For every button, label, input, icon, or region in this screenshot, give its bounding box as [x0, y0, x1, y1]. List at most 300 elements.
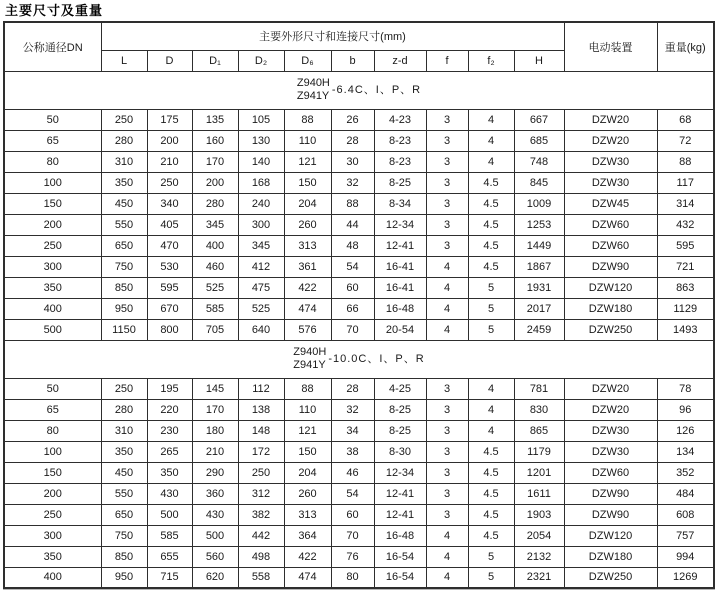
- value-cell: 550: [101, 483, 147, 504]
- value-cell: 500: [147, 504, 192, 525]
- value-cell: 432: [657, 214, 714, 235]
- value-cell: DZW90: [564, 256, 657, 277]
- value-cell: 382: [238, 504, 284, 525]
- value-cell: 3: [426, 441, 468, 462]
- value-cell: 8-30: [374, 441, 426, 462]
- value-cell: 54: [331, 483, 374, 504]
- header-dim-10: H: [514, 50, 564, 71]
- value-cell: 430: [192, 504, 238, 525]
- value-cell: 220: [147, 399, 192, 420]
- dn-cell: 200: [4, 483, 101, 504]
- value-cell: 3: [426, 462, 468, 483]
- value-cell: 250: [101, 378, 147, 399]
- table-row: [4, 130, 714, 151]
- value-cell: 4: [426, 525, 468, 546]
- value-cell: 8-25: [374, 399, 426, 420]
- value-cell: 350: [147, 462, 192, 483]
- dn-cell: 200: [4, 214, 101, 235]
- value-cell: 195: [147, 378, 192, 399]
- value-cell: 5: [468, 567, 514, 588]
- value-cell: 44: [331, 214, 374, 235]
- value-cell: 400: [192, 235, 238, 256]
- value-cell: 46: [331, 462, 374, 483]
- dn-cell: 80: [4, 420, 101, 441]
- value-cell: 3: [426, 172, 468, 193]
- value-cell: 4: [426, 546, 468, 567]
- header-dim-8: f: [426, 50, 468, 71]
- value-cell: 8-23: [374, 151, 426, 172]
- value-cell: 470: [147, 235, 192, 256]
- section-model-header: [4, 340, 714, 378]
- header-electric-actuator: 电动装置: [564, 22, 657, 71]
- table-row: [4, 109, 714, 130]
- value-cell: 1931: [514, 277, 564, 298]
- table-row: [4, 546, 714, 567]
- value-cell: 210: [147, 151, 192, 172]
- value-cell: 525: [192, 277, 238, 298]
- value-cell: 3: [426, 151, 468, 172]
- value-cell: 360: [192, 483, 238, 504]
- model-codes: [293, 346, 326, 371]
- value-cell: 260: [284, 483, 331, 504]
- value-cell: 1867: [514, 256, 564, 277]
- value-cell: 863: [657, 277, 714, 298]
- value-cell: 12-34: [374, 214, 426, 235]
- dn-cell: 300: [4, 256, 101, 277]
- dn-cell: 50: [4, 109, 101, 130]
- section-model-header: [4, 71, 714, 109]
- value-cell: 430: [147, 483, 192, 504]
- model-code-top: Z940H: [293, 346, 327, 359]
- header-dim-5: D₆: [284, 50, 331, 71]
- table-row: [4, 277, 714, 298]
- value-cell: 70: [331, 319, 374, 340]
- value-cell: 750: [101, 256, 147, 277]
- value-cell: 70: [331, 525, 374, 546]
- value-cell: 620: [192, 567, 238, 588]
- value-cell: DZW180: [564, 546, 657, 567]
- value-cell: 240: [238, 193, 284, 214]
- value-cell: 110: [284, 399, 331, 420]
- value-cell: 558: [238, 567, 284, 588]
- dn-cell: 65: [4, 130, 101, 151]
- value-cell: 667: [514, 109, 564, 130]
- value-cell: 4.5: [468, 214, 514, 235]
- value-cell: 705: [192, 319, 238, 340]
- header-dim-2: D: [147, 50, 192, 71]
- value-cell: 560: [192, 546, 238, 567]
- value-cell: 498: [238, 546, 284, 567]
- value-cell: 422: [284, 277, 331, 298]
- value-cell: 4.5: [468, 172, 514, 193]
- dn-cell: 300: [4, 525, 101, 546]
- value-cell: 3: [426, 193, 468, 214]
- value-cell: 28: [331, 378, 374, 399]
- dn-cell: 250: [4, 235, 101, 256]
- value-cell: 314: [657, 193, 714, 214]
- value-cell: 640: [238, 319, 284, 340]
- value-cell: 422: [284, 546, 331, 567]
- value-cell: 172: [238, 441, 284, 462]
- value-cell: 800: [147, 319, 192, 340]
- value-cell: 4: [468, 399, 514, 420]
- value-cell: 4.5: [468, 441, 514, 462]
- value-cell: 585: [147, 525, 192, 546]
- value-cell: 748: [514, 151, 564, 172]
- value-cell: 1129: [657, 298, 714, 319]
- value-cell: 412: [238, 256, 284, 277]
- value-cell: 16-41: [374, 256, 426, 277]
- value-cell: 950: [101, 567, 147, 588]
- value-cell: 54: [331, 256, 374, 277]
- table-row: [4, 420, 714, 441]
- value-cell: 3: [426, 378, 468, 399]
- value-cell: 474: [284, 567, 331, 588]
- dn-cell: 80: [4, 151, 101, 172]
- value-cell: 1179: [514, 441, 564, 462]
- dn-cell: 150: [4, 193, 101, 214]
- value-cell: 12-41: [374, 483, 426, 504]
- value-cell: 830: [514, 399, 564, 420]
- value-cell: 950: [101, 298, 147, 319]
- value-cell: 4.5: [468, 504, 514, 525]
- value-cell: 88: [284, 378, 331, 399]
- model-designation: [5, 346, 713, 371]
- value-cell: 576: [284, 319, 331, 340]
- value-cell: 230: [147, 420, 192, 441]
- value-cell: 34: [331, 420, 374, 441]
- value-cell: 585: [192, 298, 238, 319]
- model-designation: [5, 77, 713, 102]
- table-row: [4, 214, 714, 235]
- value-cell: 88: [331, 193, 374, 214]
- value-cell: 130: [238, 130, 284, 151]
- value-cell: 361: [284, 256, 331, 277]
- value-cell: 1253: [514, 214, 564, 235]
- table-row: [4, 567, 714, 588]
- table-row: [4, 399, 714, 420]
- value-cell: 4: [426, 319, 468, 340]
- value-cell: 8-25: [374, 420, 426, 441]
- table-header: [4, 22, 714, 71]
- value-cell: DZW20: [564, 109, 657, 130]
- table-row: [4, 256, 714, 277]
- value-cell: 312: [238, 483, 284, 504]
- value-cell: 180: [192, 420, 238, 441]
- value-cell: 8-25: [374, 172, 426, 193]
- value-cell: 1493: [657, 319, 714, 340]
- dn-cell: 50: [4, 378, 101, 399]
- value-cell: 26: [331, 109, 374, 130]
- section-header-row: [4, 71, 714, 109]
- value-cell: 3: [426, 504, 468, 525]
- value-cell: 96: [657, 399, 714, 420]
- value-cell: 2321: [514, 567, 564, 588]
- value-cell: 1903: [514, 504, 564, 525]
- value-cell: 1611: [514, 483, 564, 504]
- dn-cell: 350: [4, 277, 101, 298]
- value-cell: 200: [192, 172, 238, 193]
- dn-cell: 150: [4, 462, 101, 483]
- value-cell: 5: [468, 277, 514, 298]
- value-cell: 28: [331, 130, 374, 151]
- value-cell: 60: [331, 504, 374, 525]
- value-cell: 4: [468, 130, 514, 151]
- value-cell: 2017: [514, 298, 564, 319]
- value-cell: 16-54: [374, 546, 426, 567]
- value-cell: 5: [468, 298, 514, 319]
- value-cell: 350: [101, 172, 147, 193]
- value-cell: 72: [657, 130, 714, 151]
- value-cell: 4.5: [468, 483, 514, 504]
- value-cell: 608: [657, 504, 714, 525]
- value-cell: 16-48: [374, 298, 426, 319]
- value-cell: 38: [331, 441, 374, 462]
- value-cell: 4.5: [468, 235, 514, 256]
- value-cell: 138: [238, 399, 284, 420]
- header-weight: 重量(kg): [657, 22, 714, 71]
- value-cell: 300: [238, 214, 284, 235]
- value-cell: DZW30: [564, 441, 657, 462]
- dimensions-weight-table: [3, 21, 715, 589]
- table-row: [4, 378, 714, 399]
- value-cell: 865: [514, 420, 564, 441]
- value-cell: 352: [657, 462, 714, 483]
- value-cell: DZW120: [564, 277, 657, 298]
- value-cell: 3: [426, 214, 468, 235]
- value-cell: 3: [426, 130, 468, 151]
- value-cell: DZW250: [564, 319, 657, 340]
- value-cell: 32: [331, 172, 374, 193]
- value-cell: 8-34: [374, 193, 426, 214]
- value-cell: 850: [101, 277, 147, 298]
- value-cell: 4: [468, 151, 514, 172]
- value-cell: 4-23: [374, 109, 426, 130]
- value-cell: 757: [657, 525, 714, 546]
- value-cell: 4: [468, 378, 514, 399]
- value-cell: 1449: [514, 235, 564, 256]
- value-cell: 4: [426, 277, 468, 298]
- value-cell: DZW60: [564, 235, 657, 256]
- dn-cell: 65: [4, 399, 101, 420]
- dn-cell: 400: [4, 298, 101, 319]
- value-cell: 8-23: [374, 130, 426, 151]
- value-cell: 175: [147, 109, 192, 130]
- value-cell: 530: [147, 256, 192, 277]
- value-cell: 3: [426, 109, 468, 130]
- value-cell: 16-41: [374, 277, 426, 298]
- value-cell: 20-54: [374, 319, 426, 340]
- value-cell: 126: [657, 420, 714, 441]
- value-cell: 200: [147, 130, 192, 151]
- value-cell: 150: [284, 172, 331, 193]
- table-row: [4, 525, 714, 546]
- dn-cell: 100: [4, 441, 101, 462]
- value-cell: 313: [284, 235, 331, 256]
- value-cell: 525: [238, 298, 284, 319]
- value-cell: 168: [238, 172, 284, 193]
- value-cell: 140: [238, 151, 284, 172]
- value-cell: 290: [192, 462, 238, 483]
- header-dim-7: z-d: [374, 50, 426, 71]
- value-cell: 460: [192, 256, 238, 277]
- value-cell: 78: [657, 378, 714, 399]
- value-cell: 250: [147, 172, 192, 193]
- value-cell: DZW90: [564, 483, 657, 504]
- value-cell: DZW60: [564, 214, 657, 235]
- value-cell: 1201: [514, 462, 564, 483]
- value-cell: 134: [657, 441, 714, 462]
- table-row: [4, 462, 714, 483]
- value-cell: 68: [657, 109, 714, 130]
- value-cell: 148: [238, 420, 284, 441]
- value-cell: 650: [101, 235, 147, 256]
- value-cell: 685: [514, 130, 564, 151]
- value-cell: 150: [284, 441, 331, 462]
- value-cell: 66: [331, 298, 374, 319]
- value-cell: 550: [101, 214, 147, 235]
- value-cell: 4.5: [468, 256, 514, 277]
- value-cell: 484: [657, 483, 714, 504]
- value-cell: 655: [147, 546, 192, 567]
- table-row: [4, 441, 714, 462]
- header-dim-9: f₂: [468, 50, 514, 71]
- value-cell: 350: [101, 441, 147, 462]
- value-cell: DZW250: [564, 567, 657, 588]
- value-cell: 204: [284, 462, 331, 483]
- value-cell: 750: [101, 525, 147, 546]
- value-cell: 595: [147, 277, 192, 298]
- value-cell: 340: [147, 193, 192, 214]
- header-dim-6: b: [331, 50, 374, 71]
- dn-cell: 100: [4, 172, 101, 193]
- value-cell: 845: [514, 172, 564, 193]
- model-code-bottom: Z941Y: [293, 359, 326, 371]
- value-cell: DZW20: [564, 399, 657, 420]
- value-cell: 4.5: [468, 193, 514, 214]
- value-cell: 4: [468, 109, 514, 130]
- dn-cell: 500: [4, 319, 101, 340]
- section-header-row: [4, 340, 714, 378]
- value-cell: 12-41: [374, 504, 426, 525]
- value-cell: 4: [426, 298, 468, 319]
- value-cell: 145: [192, 378, 238, 399]
- value-cell: 16-54: [374, 567, 426, 588]
- header-nominal-diameter: 公称通径DN: [4, 22, 101, 71]
- value-cell: 3: [426, 420, 468, 441]
- value-cell: 4-25: [374, 378, 426, 399]
- value-cell: 250: [238, 462, 284, 483]
- table-row: [4, 483, 714, 504]
- value-cell: 475: [238, 277, 284, 298]
- dn-cell: 350: [4, 546, 101, 567]
- value-cell: 3: [426, 235, 468, 256]
- dn-cell: 250: [4, 504, 101, 525]
- value-cell: 260: [284, 214, 331, 235]
- value-cell: 12-41: [374, 235, 426, 256]
- dn-cell: 400: [4, 567, 101, 588]
- value-cell: 80: [331, 567, 374, 588]
- page-title: 主要尺寸及重量: [5, 3, 104, 18]
- value-cell: 105: [238, 109, 284, 130]
- value-cell: 4: [468, 420, 514, 441]
- value-cell: 170: [192, 399, 238, 420]
- value-cell: DZW90: [564, 504, 657, 525]
- value-cell: DZW20: [564, 378, 657, 399]
- value-cell: 60: [331, 277, 374, 298]
- value-cell: 5: [468, 319, 514, 340]
- table-row: [4, 319, 714, 340]
- value-cell: 4: [426, 567, 468, 588]
- value-cell: DZW45: [564, 193, 657, 214]
- value-cell: 500: [192, 525, 238, 546]
- table-row: [4, 298, 714, 319]
- page: [0, 3, 718, 590]
- value-cell: 5: [468, 546, 514, 567]
- table-row: [4, 504, 714, 525]
- value-cell: 280: [192, 193, 238, 214]
- table-row: [4, 172, 714, 193]
- value-cell: 2054: [514, 525, 564, 546]
- value-cell: 88: [284, 109, 331, 130]
- value-cell: 715: [147, 567, 192, 588]
- value-cell: 595: [657, 235, 714, 256]
- value-cell: DZW30: [564, 151, 657, 172]
- value-cell: 110: [284, 130, 331, 151]
- value-cell: 405: [147, 214, 192, 235]
- value-cell: 442: [238, 525, 284, 546]
- value-cell: 3: [426, 399, 468, 420]
- value-cell: 4.5: [468, 525, 514, 546]
- value-cell: 250: [101, 109, 147, 130]
- model-code-bottom: Z941Y: [296, 90, 330, 102]
- value-cell: 280: [101, 399, 147, 420]
- header-dim-1: L: [101, 50, 147, 71]
- value-cell: DZW60: [564, 462, 657, 483]
- value-cell: 12-34: [374, 462, 426, 483]
- value-cell: 4.5: [468, 462, 514, 483]
- value-cell: 210: [192, 441, 238, 462]
- value-cell: 850: [101, 546, 147, 567]
- header-dim-3: D₁: [192, 50, 238, 71]
- value-cell: 364: [284, 525, 331, 546]
- value-cell: DZW120: [564, 525, 657, 546]
- pressure-class-spec: -10.0C、I、P、R: [328, 352, 425, 365]
- table-row: [4, 151, 714, 172]
- value-cell: 450: [101, 193, 147, 214]
- header-dimensions-group: 主要外形尺寸和连接尺寸(mm): [101, 22, 564, 50]
- value-cell: 16-48: [374, 525, 426, 546]
- value-cell: DZW180: [564, 298, 657, 319]
- value-cell: 1009: [514, 193, 564, 214]
- value-cell: 30: [331, 151, 374, 172]
- value-cell: 313: [284, 504, 331, 525]
- value-cell: 994: [657, 546, 714, 567]
- value-cell: DZW30: [564, 172, 657, 193]
- model-code-top: Z940H: [296, 77, 330, 90]
- value-cell: 117: [657, 172, 714, 193]
- value-cell: 112: [238, 378, 284, 399]
- value-cell: 345: [238, 235, 284, 256]
- value-cell: 204: [284, 193, 331, 214]
- value-cell: DZW20: [564, 130, 657, 151]
- value-cell: 76: [331, 546, 374, 567]
- value-cell: 48: [331, 235, 374, 256]
- value-cell: 1269: [657, 567, 714, 588]
- value-cell: 280: [101, 130, 147, 151]
- value-cell: 121: [284, 420, 331, 441]
- value-cell: 474: [284, 298, 331, 319]
